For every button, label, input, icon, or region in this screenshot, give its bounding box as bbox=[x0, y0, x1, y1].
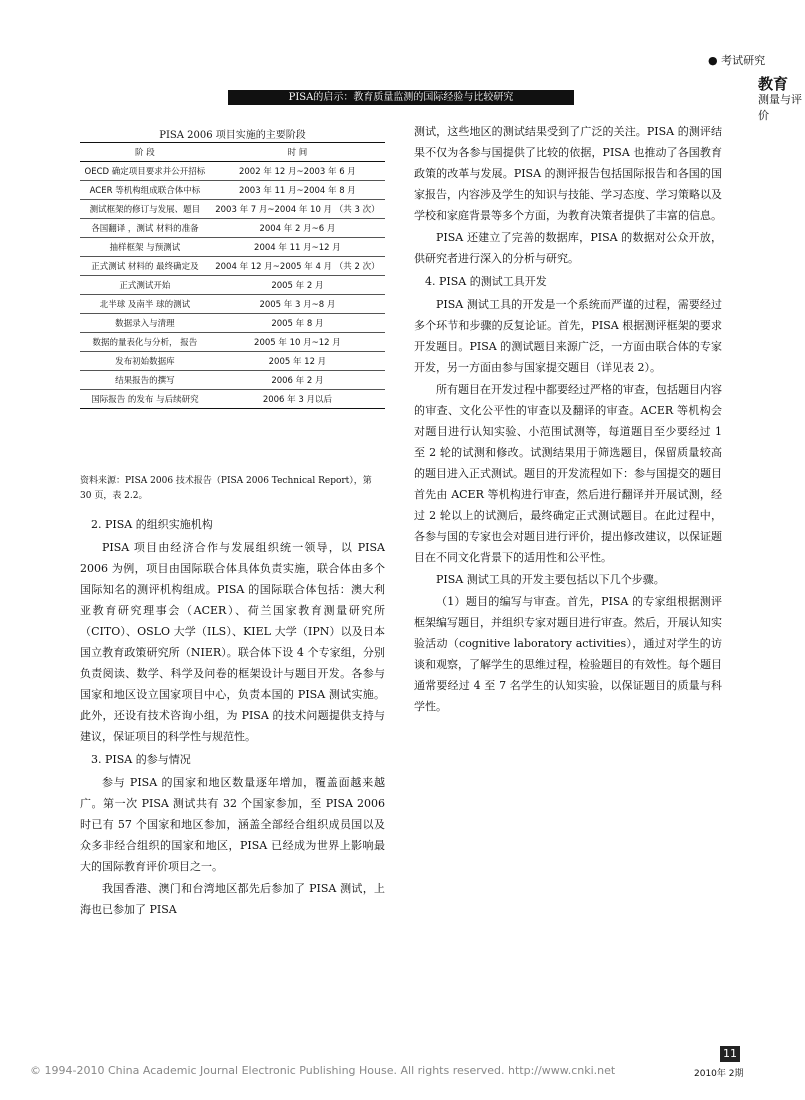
issue-label: 2010年 2期 bbox=[694, 1069, 744, 1079]
table-row bbox=[80, 181, 385, 200]
table-row bbox=[80, 257, 385, 276]
table-cell-stage: 结果报告的撰写 bbox=[80, 371, 210, 390]
table-cell-time: 2005 年 2 月 bbox=[210, 276, 385, 295]
table-cell-stage: 国际报告 的发布 与后续研究 bbox=[80, 390, 210, 409]
table-row bbox=[80, 276, 385, 295]
paragraph: PISA 测试工具的开发是一个系统而严谨的过程，需要经过多个环节和步骤的反复论证。首先，PISA 根据测评框架的要求开发题目。PISA 的测试题目来源广泛，一方面由联合体的专家开发，另一方面由参与国家提交题目（详见表 2）。 bbox=[414, 298, 722, 374]
paragraph: 我国香港、澳门和台湾地区都先后参加了 PISA 测试，上海也已参加了 PISA bbox=[80, 882, 385, 916]
table-cell-stage: OECD 确定项目要求并公开招标 bbox=[80, 162, 210, 181]
table-header-stage: 阶 段 bbox=[80, 143, 210, 162]
table-caption: PISA 2006 项目实施的主要阶段 bbox=[159, 130, 306, 141]
table-cell-time: 2002 年 12 月~2003 年 6 月 bbox=[210, 162, 385, 181]
stages-table bbox=[80, 142, 385, 409]
table-cell-time: 2006 年 3 月以后 bbox=[210, 390, 385, 409]
table-cell-stage: 数据的量表化与分析， 报告 bbox=[80, 333, 210, 352]
table-row bbox=[80, 371, 385, 390]
copyright-footer: © 1994-2010 China Academic Journal Electronic Publishing House. All rights reserved. http://www.cnki.net bbox=[30, 1064, 616, 1077]
table-cell-time: 2003 年 11 月~2004 年 8 月 bbox=[210, 181, 385, 200]
left-column bbox=[80, 512, 385, 921]
table-note: 资料来源：PISA 2006 技术报告（PISA 2006 Technical Report），第 30 页，表 2.2。 bbox=[80, 476, 372, 501]
paragraph: PISA 项目由经济合作与发展组织统一领导，以 PISA 2006 为例，项目由国际联合体具体负责实施，联合体由多个国际知名的测评机构组成。PISA 的国际联合体包括：澳大利亚教育研究理事会（ACER）、荷兰国家教育测量研究所（CITO）、OSLO 大学（ILS）、KIEL 大学（IPN）以及日本国立教育政策研究所（NIER）。联合体下设 4 个专家组，分别负责阅读、数学、科学及问卷的框架设计与题目开发。各参与国家和地区设立国家项目中心，负责本国的 PISA 测试实施。此外，还设有技术咨询小组，为 PISA 的技术问题提供支持与建议，保证项目的科学性与规范性。 bbox=[80, 541, 385, 743]
table-cell-stage: 测试框架的修订与发展、题目 bbox=[80, 200, 210, 219]
paragraph: 所有题目在开发过程中都要经过严格的审查，包括题目内容的审查、文化公平性的审查以及翻译的审查。ACER 等机构会对题目进行认知实验、小范围试测等，每道题目至少要经过 1 至 2 轮的试测和修改。试测结果用于筛选题目，保留质量较高的题目进入正式测试。题目的开发流程如下：参与国提交的题目首先由 ACER 等机构进行审查，然后进行翻译并开展试测，经过 2 轮以上的试测后，最终确定正式测试题目。在此过程中，各参与国的专家也会对题目进行评价，提出修改建议，以保证题目在不同文化背景下的适用性和公平性。 bbox=[414, 383, 722, 564]
table-row bbox=[80, 352, 385, 371]
table-cell-time: 2004 年 12 月~2005 年 4 月 （共 2 次） bbox=[210, 257, 385, 276]
table-row bbox=[80, 238, 385, 257]
table-cell-time: 2005 年 3 月~8 月 bbox=[210, 295, 385, 314]
table-cell-time: 2005 年 8 月 bbox=[210, 314, 385, 333]
table-cell-stage: 数据录入与清理 bbox=[80, 314, 210, 333]
paragraph: 测试，这些地区的测试结果受到了广泛的关注。PISA 的测评结果不仅为各参与国提供了比较的依据，PISA 也推动了各国教育政策的改革与发展。PISA 的测评报告包括国际报告和各国的国家报告，内容涉及学生的知识与技能、学习态度、学习策略以及学校和家庭背景等多个方面，为教育决策者提供了丰富的信息。 bbox=[414, 125, 722, 222]
table-row bbox=[80, 162, 385, 181]
page-number: 11 bbox=[720, 1046, 740, 1062]
table-cell-time: 2004 年 11 月~12 月 bbox=[210, 238, 385, 257]
table-cell-time: 2005 年 10 月~12 月 bbox=[210, 333, 385, 352]
table-cell-stage: 发布初始数据库 bbox=[80, 352, 210, 371]
table-cell-stage: 正式测试 材料的 最终确定及 bbox=[80, 257, 210, 276]
table-row bbox=[80, 200, 385, 219]
paragraph: 参与 PISA 的国家和地区数量逐年增加，覆盖面越来越广。第一次 PISA 测试共有 32 个国家参加，至 PISA 2006 时已有 57 个国家和地区参加，涵盖全部经合组织成员国以及众多非经合组织的国家和地区，PISA 已经成为世界上影响最大的国际教育评价项目之一。 bbox=[80, 776, 385, 873]
table-cell-time: 2006 年 2 月 bbox=[210, 371, 385, 390]
table-row bbox=[80, 219, 385, 238]
journal-logo-main: 教育 bbox=[758, 75, 789, 93]
journal-logo bbox=[758, 76, 805, 124]
journal-logo-sub: 测量与评价 bbox=[758, 93, 802, 122]
section-heading-3: 3. PISA 的参与情况 bbox=[91, 753, 191, 766]
table-cell-time: 2004 年 2 月~6 月 bbox=[210, 219, 385, 238]
table-row bbox=[80, 314, 385, 333]
paragraph: PISA 还建立了完善的数据库，PISA 的数据对公众开放，供研究者进行深入的分析与研究。 bbox=[414, 231, 722, 265]
table-cell-stage: 北半球 及南半 球的测试 bbox=[80, 295, 210, 314]
paragraph: PISA 测试工具的开发主要包括以下几个步骤。 bbox=[436, 573, 665, 586]
table-cell-stage: 正式测试开始 bbox=[80, 276, 210, 295]
article-title-banner: PISA的启示：教育质量监测的国际经验与比较研究 bbox=[228, 90, 574, 105]
table-header-row bbox=[80, 143, 385, 162]
section-tag: ● 考试研究 bbox=[708, 54, 766, 67]
right-column bbox=[414, 121, 722, 718]
table-cell-time: 2005 年 12 月 bbox=[210, 352, 385, 371]
table-row bbox=[80, 390, 385, 409]
table-cell-stage: ACER 等机构组成联合体中标 bbox=[80, 181, 210, 200]
table-cell-time: 2003 年 7 月~2004 年 10 月 （共 3 次） bbox=[210, 200, 385, 219]
section-heading-4: 4. PISA 的测试工具开发 bbox=[425, 275, 547, 288]
table-cell-stage: 抽样框架 与预测试 bbox=[80, 238, 210, 257]
table-row bbox=[80, 295, 385, 314]
table-row bbox=[80, 333, 385, 352]
table-cell-stage: 各国翻译 ，测试 材料的准备 bbox=[80, 219, 210, 238]
section-heading-2: 2. PISA 的组织实施机构 bbox=[91, 518, 213, 531]
table-header-time: 时 间 bbox=[210, 143, 385, 162]
paragraph: （1）题目的编写与审查。首先，PISA 的专家组根据测评框架编写题目，并组织专家对题目进行审查。然后，开展认知实验活动（cognitive laboratory activities），通过对学生的访谈和观察，了解学生的思维过程，检验题目的有效性。每个题目通常要经过 4 至 7 名学生的认知实验，以保证题目的质量与科学性。 bbox=[414, 595, 722, 713]
